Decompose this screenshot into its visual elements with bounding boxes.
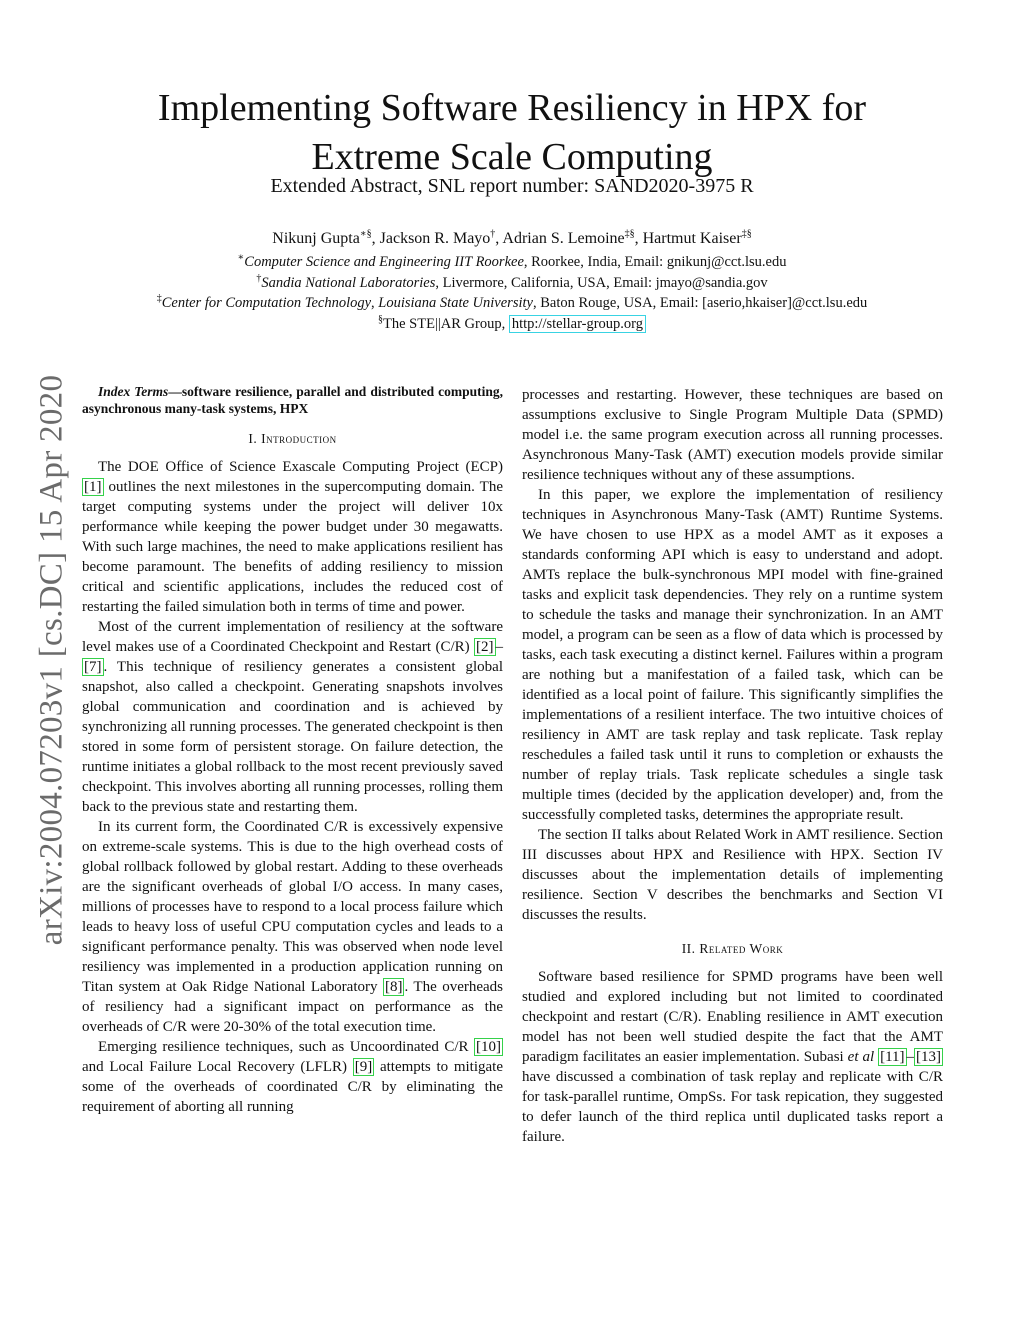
citation-range-dash: – bbox=[906, 1049, 915, 1065]
stellar-group-link[interactable]: http://stellar-group.org bbox=[509, 315, 646, 333]
aff-mark: ∗ bbox=[237, 252, 245, 264]
title-line-2: Extreme Scale Computing bbox=[311, 136, 713, 178]
index-terms-text: —software resilience, parallel and distributed computing, asynchronous many-task systems, HPX bbox=[82, 384, 504, 416]
paragraph-text: In its current form, the Coordinated C/R is excessively expensive on extreme-scale systems. This is due to the high overhead costs of global rollback followed by global restart. Adding to these overheads are the significant overheads of global I/O access. In many cases, millions of processes have to respond to a local process failure which leads to heavy loss of useful CPU computation cycles and leads to a significant performance penalty. This was observed when node level resiliency was implemented in a production application running on Titan system at Oak Ridge National Laboratory bbox=[82, 819, 503, 995]
left-column bbox=[82, 383, 503, 1117]
citation-link[interactable]: [9] bbox=[354, 1059, 373, 1075]
aff-institution: Louisiana State University bbox=[378, 295, 533, 311]
paragraph-text: . The overheads of resiliency had a significant impact on performance as the overheads of C/R were 20-30% of the total execution time. bbox=[82, 979, 503, 1035]
affiliation-lsu bbox=[0, 295, 1024, 312]
affiliation-stellar bbox=[0, 316, 1024, 333]
affiliation-iit bbox=[0, 254, 1024, 271]
et-al: et al bbox=[847, 1049, 875, 1065]
aff-details: , Livermore, California, USA, Email: jmayo@sandia.gov bbox=[435, 275, 768, 291]
paragraph-text: Software based resilience for SPMD programs have been well studied and explored including but not limited to coordinated checkpoint and restart (C/R). Enabling resilience in AMT execution model has not been well studied despite the fact that the AMT paradigm facilitates an easier implementation. Subasi bbox=[522, 969, 943, 1065]
paragraph: In this paper, we explore the implementation of resiliency techniques in Asynchronous Many-Task (AMT) Runtime Systems. We have chosen to use HPX as a model AMT as it exposes a standards conforming API which is easy to understand and adopt. AMTs replace the bulk-synchronous MPI model with fine-grained tasks and explicit task dependencies. They rely on a runtime system to schedule the tasks and manage their synchronization. In an AMT model, a program can be seen as a flow of data which is processed by tasks, each task executing a distinct kernel. Failures within a program are nothing but a manifestation of a failed task, which can be identified as a local point of failure. This significantly simplifies the implementations of a resilient interface. The two intuitive choices of resiliency in AMT are task replay and task replicate. Task replay reschedules a failed task until it runs to completion or exhausts the number of replay trials. Task replicate schedules a single task multiple times (decided by the application developer) and, from the successfully completed tasks, determines the appropriate result. bbox=[522, 487, 943, 823]
aff-institution: Sandia National Laboratories bbox=[261, 275, 436, 291]
paragraph bbox=[82, 817, 503, 1037]
author-mayo: , Jackson R. Mayo bbox=[371, 230, 491, 247]
citation-link[interactable]: [8] bbox=[384, 979, 403, 995]
author-gupta: Nikunj Gupta bbox=[272, 230, 360, 247]
paragraph-text: attempts to mitigate some of the overheads of coordinated C/R by eliminating the requirement of aborting all running bbox=[82, 1059, 503, 1115]
author-kaiser: , Hartmut Kaiser bbox=[634, 230, 742, 247]
paragraph-text: Most of the current implementation of resiliency at the software level makes use of a Coordinated Checkpoint and Restart (C/R) bbox=[82, 619, 503, 655]
author-mark: ‡§ bbox=[741, 228, 752, 240]
paragraph-text: have discussed a combination of task replay and replicate with C/R for task-parallel runtime, OmpSs. For task repication, they suggested to defer launch of the third replica until duplicated tasks report a failure. bbox=[522, 1069, 943, 1145]
section-heading-related-work: II. Related Work bbox=[681, 941, 784, 956]
paragraph-text: . This technique of resiliency generates a consistent global snapshot, also called a checkpoint. Generating snapshots involves global communication and coordination and is achieved by synchronizing all running processes. The generated checkpoint is then stored in some form of persistent storage. On failure detection, the runtime initiates a global rollback to the most recent previously saved checkpoint. This involves aborting all running processes, rolling them back to the previous state and restarting them. bbox=[82, 659, 503, 815]
aff-institution: Center for Computation Technology bbox=[161, 295, 372, 311]
index-terms bbox=[82, 383, 503, 417]
paper-title bbox=[0, 84, 1024, 182]
aff-details: The STE||AR Group, bbox=[383, 316, 509, 332]
paper-subtitle: Extended Abstract, SNL report number: SAND2020-3975 R bbox=[270, 175, 754, 197]
paragraph-text: outlines the next milestones in the supercomputing domain. The target computing systems under the project will deliver 10x performance while keeping the power budget under 30 megawatts. With such large machines, the need to make applications resilient has become paramount. The benefits of adding resiliency to mission critical and scientific applications, includes the reduced cost of restarting the failed simulation both in terms of time and power. bbox=[82, 479, 503, 615]
paragraph-text: The DOE Office of Science Exascale Computing Project (ECP) bbox=[98, 459, 503, 475]
author-mark: ‡§ bbox=[624, 228, 635, 240]
aff-mark: ‡ bbox=[156, 293, 162, 305]
paragraph bbox=[82, 1037, 503, 1117]
aff-mark: † bbox=[256, 273, 262, 285]
aff-details: , Baton Rouge, USA, Email: [aserio,hkaiser]@cct.lsu.edu bbox=[532, 295, 868, 311]
aff-details: , Roorkee, India, Email: gnikunj@cct.lsu.edu bbox=[523, 254, 787, 270]
citation-link[interactable]: [1] bbox=[84, 479, 102, 495]
paragraph bbox=[82, 617, 503, 817]
citation-link[interactable]: [10] bbox=[476, 1039, 501, 1055]
section-heading-introduction: I. Introduction bbox=[248, 431, 337, 446]
citation-link[interactable]: [2] bbox=[476, 639, 494, 655]
author-mark: † bbox=[490, 228, 496, 240]
paragraph: processes and restarting. However, these techniques are based on assumptions exclusive to Single Program Multiple Data (SPMD) model i.e. the same program execution across all running processes. Asynchronous Many-Task (AMT) execution models provide similar resilience techniques without any of these assumptions. bbox=[522, 387, 943, 483]
aff-mark: § bbox=[378, 314, 384, 326]
paragraph bbox=[82, 457, 503, 617]
paragraph bbox=[522, 967, 943, 1147]
aff-separator: , bbox=[371, 295, 379, 311]
paragraph-text: Emerging resilience techniques, such as Uncoordinated C/R bbox=[98, 1039, 474, 1055]
arxiv-identifier: arXiv:2004.07203v1 [cs.DC] 15 Apr 2020 bbox=[33, 374, 70, 946]
author-list bbox=[0, 230, 1024, 248]
right-column bbox=[522, 385, 943, 1147]
citation-link[interactable]: [11] bbox=[880, 1049, 905, 1065]
citation-link[interactable]: [13] bbox=[916, 1049, 942, 1065]
author-lemoine: , Adrian S. Lemoine bbox=[495, 230, 625, 247]
affiliation-sandia bbox=[0, 275, 1024, 292]
author-mark: ∗§ bbox=[359, 228, 372, 240]
index-terms-label: Index Terms bbox=[98, 384, 169, 399]
aff-institution: Computer Science and Engineering IIT Roorkee bbox=[244, 254, 524, 270]
citation-range-dash: – bbox=[495, 639, 503, 655]
paragraph: The section II talks about Related Work in AMT resilience. Section III discusses about HPX and Resilience with HPX. Section IV discusses about the implementation details of implementing resilience. Section V describes the benchmarks and Section VI discusses the results. bbox=[522, 827, 943, 923]
title-line-1: Implementing Software Resiliency in HPX for bbox=[157, 87, 867, 129]
citation-link[interactable]: [7] bbox=[84, 659, 102, 675]
paragraph-text: and Local Failure Local Recovery (LFLR) bbox=[82, 1059, 353, 1075]
